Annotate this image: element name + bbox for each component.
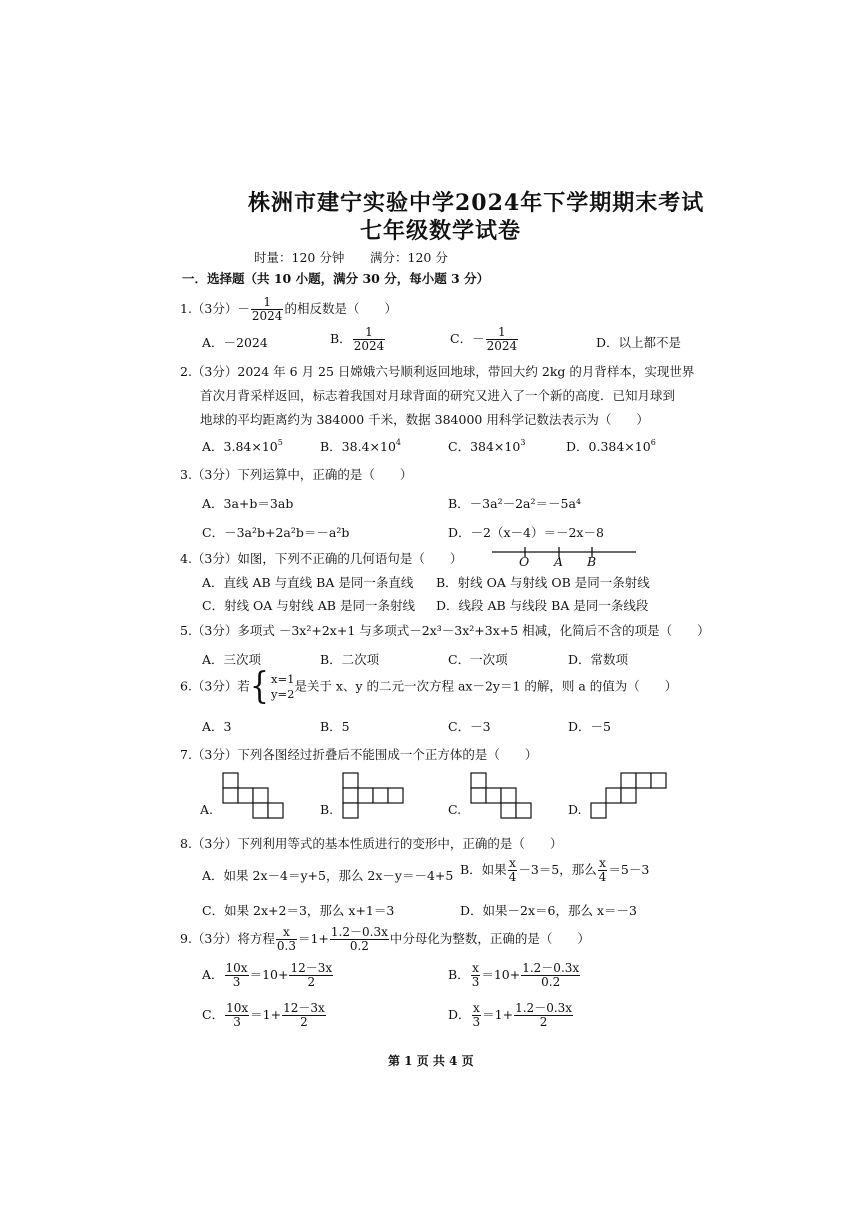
q7-option-c: C. <box>448 771 548 821</box>
net-square <box>636 773 651 788</box>
q5-option-d: D．常数项 <box>568 652 629 667</box>
q7-option-d: D. <box>568 771 678 821</box>
q5-option-a: A．三次项 <box>202 652 262 667</box>
net-square <box>343 773 358 788</box>
net-square <box>343 803 358 818</box>
net-square <box>501 788 516 803</box>
exam-subtitle: 七年级数学试卷 <box>360 218 522 244</box>
question-8-stem: 8.（3分）下列利用等式的基本性质进行的变形中，正确的是（ ） <box>180 836 563 851</box>
q2-option-b: B．$38.4\times 10^4$ <box>320 438 401 454</box>
net-square <box>651 773 666 788</box>
net-square <box>471 773 486 788</box>
question-6-stem: 6.（3分）若{ x=1 y=2是关于 x、y 的二元一次方程 ax－2y＝1 的解，则 a 的值为（ ） <box>180 665 678 708</box>
question-5-stem: 5.（3分）多项式 －3x²+2x+1 与多项式－2x³－3x²+3x+5 相减，化简后不含的项是（ ） <box>180 623 710 638</box>
q3-option-d: D．－2（x－4）＝－2x－8 <box>448 525 604 540</box>
exam-title: 株洲市建宁实验中学2024年下学期期末考试 <box>248 190 705 216</box>
q7-option-a: A. <box>200 771 290 821</box>
q1-option-a: A．－2024 <box>202 335 268 350</box>
q1-fraction: $\frac{1}{2024}$ <box>251 295 283 324</box>
net-square <box>373 788 388 803</box>
net-square <box>486 788 501 803</box>
q3-option-b: B．－3a²－2a²＝－5a⁴ <box>448 496 581 511</box>
q9-option-c: C． $\frac{10x}{3}$ ＝1+ $\frac{12-3x}{2}$ <box>202 1001 325 1030</box>
net-square <box>253 788 268 803</box>
q9-option-d: D． $\frac{x}{3}$ ＝1+ $\frac{1.2-0.3x}{2}$ <box>448 1001 573 1030</box>
net-square <box>223 773 238 788</box>
page-footer: 第 1 页 共 4 页 <box>388 1054 474 1068</box>
net-square <box>343 788 358 803</box>
q8-option-d: D．如果－2x＝6，那么 x＝－3 <box>460 903 637 918</box>
exam-full-score: 满分：120 分 <box>370 250 448 265</box>
q7-net-b <box>340 771 420 821</box>
net-square <box>238 788 253 803</box>
net-square <box>268 803 283 818</box>
q4-option-b: B．射线 OA 与射线 OB 是同一条射线 <box>436 575 650 590</box>
question-4-stem: 4.（3分）如图，下列不正确的几何语句是（ ） <box>180 551 463 566</box>
q4-option-a: A．直线 AB 与直线 BA 是同一条直线 <box>202 575 414 590</box>
net-square <box>516 803 531 818</box>
q5-option-b: B．二次项 <box>320 652 380 667</box>
q1-option-c: C．－ $\frac{1}{2024}$ <box>450 325 518 354</box>
q4-label-o: O <box>519 554 530 569</box>
question-2-line-1: 2.（3分）2024 年 6 月 25 日嫦娥六号顺利返回地球，带回大约 2kg 的月背样本，实现世界 <box>180 364 695 379</box>
q4-label-a: A <box>554 554 564 569</box>
net-square <box>621 788 636 803</box>
q9-option-a: A． $\frac{10x}{3}$ ＝10+ $\frac{12-3x}{2}$ <box>202 961 333 990</box>
q2-option-a: A．$3.84\times 10^5$ <box>202 438 283 454</box>
net-square <box>253 803 268 818</box>
net-square <box>501 803 516 818</box>
net-square <box>223 788 238 803</box>
q1-option-d: D．以上都不是 <box>596 335 682 350</box>
q8-option-b: B．如果 $\frac{x}{4}$ －3＝5，那么 $\frac{x}{4}$ ＝5－3 <box>460 856 650 885</box>
net-square <box>471 788 486 803</box>
q3-option-a: A．3a+b＝3ab <box>202 496 294 511</box>
q6-equation-system: x=1 y=2 <box>270 672 295 701</box>
q6-option-c: C．－3 <box>448 719 491 734</box>
q4-option-d: D．线段 AB 与线段 BA 是同一条线段 <box>436 598 649 613</box>
q4-option-c: C．射线 OA 与射线 AB 是同一条射线 <box>202 598 415 613</box>
question-7-stem: 7.（3分）下列各图经过折叠后不能围成一个正方体的是（ ） <box>180 747 538 762</box>
q8-option-a: A．如果 2x－4＝y+5，那么 2x－y＝－4+5 <box>202 868 454 883</box>
question-2-line-3: 地球的平均距离约为 384000 千米，数据 384000 用科学记数法表示为（ ） <box>200 412 649 427</box>
q7-option-b: B. <box>320 771 420 821</box>
q7-net-d <box>588 771 673 821</box>
q2-option-d: D．$0.384\times 10^6$ <box>566 438 656 454</box>
exam-time: 时量：120 分钟 <box>254 250 345 265</box>
q8-option-c: C．如果 2x+2＝3，那么 x+1＝3 <box>202 903 395 918</box>
q6-option-a: A．3 <box>202 719 232 734</box>
q2-option-c: C．$384\times 10^3$ <box>448 438 526 454</box>
q7-net-a <box>220 771 290 821</box>
q6-option-d: D．－5 <box>568 719 611 734</box>
q3-option-c: C．－3a²b+2a²b＝－a²b <box>202 525 350 540</box>
question-3-stem: 3.（3分）下列运算中，正确的是（ ） <box>180 467 413 482</box>
question-2-line-2: 首次月背采样返回，标志着我国对月球背面的研究又进入了一个新的高度．已知月球到 <box>200 388 676 403</box>
q6-option-b: B．5 <box>320 719 350 734</box>
section-heading: 一．选择题（共 10 小题，满分 30 分，每小题 3 分） <box>182 271 490 286</box>
q1-option-b: B． $\frac{1}{2024}$ <box>330 325 385 354</box>
q6-brace: { <box>249 665 269 708</box>
q9-option-b: B． $\frac{x}{3}$ ＝10+ $\frac{1.2-0.3x}{0.2}$ <box>448 961 580 990</box>
net-square <box>358 788 373 803</box>
q5-option-c: C．一次项 <box>448 652 508 667</box>
net-square <box>388 788 403 803</box>
question-9-stem: 9.（3分）将方程 $\frac{x}{0.3}$ ＝1+ $\frac{1.2-0.3x}{0.2}$ 中分母化为整数，正确的是（ ） <box>180 925 590 954</box>
net-square <box>606 788 621 803</box>
q4-label-b: B <box>587 554 597 569</box>
q7-net-c <box>468 771 548 821</box>
net-square <box>621 773 636 788</box>
net-square <box>591 803 606 818</box>
question-1-stem: 1.（3分）－ $\frac{1}{2024}$ 的相反数是（ ） <box>180 295 397 324</box>
